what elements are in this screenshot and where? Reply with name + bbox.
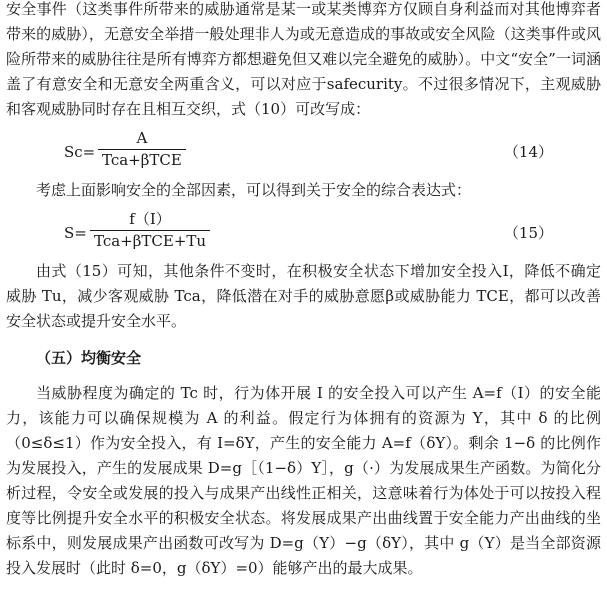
- paragraph-4: 当威胁程度为确定的 Tc 时，行为体开展 I 的安全投入可以产生 A=f（I）的安全能力，该能力可以确保规模为 A 的利益。假定行为体拥有的资源为 Y，其中 δ 的比例（0≤δ≤1）作为安全投入，有 I=δY，产生的安全能力 A=f（δY）。剩余 1−δ 的比例作为发展投入，产生的发展成果 D=g［（1−δ）Y］，g（·）为发展成果生产函数。为简化分析过程，令安全或发展的投入与成果产出线性正相关，这意味着行为体处于可以按投入程度等比例提升安全水平的积极安全状态。将发展成果产出曲线置于安全能力产出曲线的坐标系中，则发展成果产出函数可改写为 D=g（Y）−g（δY），其中 g（Y）是当全部资源投入发展时（此时 δ=0，g（δY）=0）能够产出的最大成果。: [6, 384, 601, 577]
- paragraph-2: 考虑上面影响安全的全部因素，可以得到关于安全的综合表达式：: [36, 181, 472, 199]
- formula-14-denominator: Tca+βTCE: [98, 149, 186, 171]
- formula-14: [6, 128, 601, 178]
- formula-15-fraction: [90, 209, 210, 252]
- formula-15: [6, 209, 601, 259]
- paragraph-1: 安全事件（这类事件所带来的威胁通常是某一或某类博弈方仅顾自身利益而对其他博弈者带来的威胁），无意安全举措一般处理非人为或无意造成的事故或安全风险（这类事件或风险所带来的威胁往往是所有博弈方都想避免但又难以完全避免的威胁）。中文“安全”一词涵盖了有意安全和无意安全两重含义，可以对应于safecurity。不过很多情况下，主观威胁和客观威胁同时存在且相互交织，式（10）可改写成：: [6, 0, 601, 118]
- formula-15-numerator: f（I）: [129, 210, 171, 228]
- formula-15-lhs: S=: [64, 224, 87, 242]
- formula-14-lhs: Sc=: [64, 143, 96, 161]
- formula-15-number: （15）: [503, 224, 553, 242]
- formula-14-number: （14）: [503, 143, 553, 161]
- formula-14-numerator: A: [136, 129, 148, 147]
- section-heading: （五）均衡安全: [36, 349, 142, 367]
- formula-14-fraction: [98, 128, 186, 171]
- paragraph-3: 由式（15）可知，其他条件不变时，在积极安全状态下增加安全投入I，降低不确定威胁 Tu，减少客观威胁 Tca，降低潜在对手的威胁意愿β或威胁能力 TCE，都可以改善安全状态或提升安全水平。: [6, 262, 601, 330]
- formula-15-denominator: Tca+βTCE+Tu: [90, 230, 210, 252]
